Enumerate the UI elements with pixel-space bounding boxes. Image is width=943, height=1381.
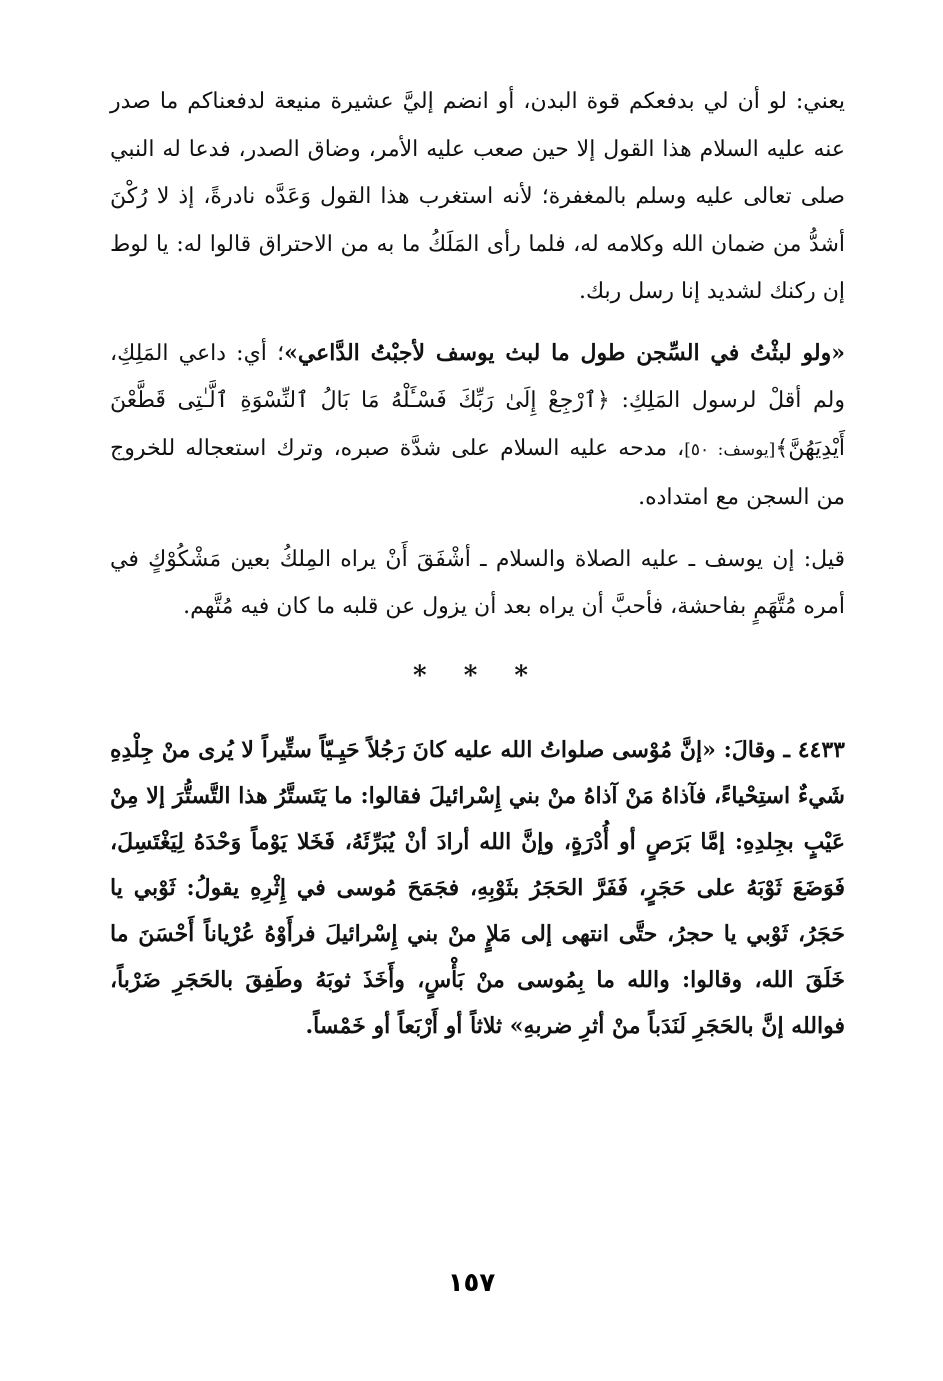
commentary-text: ، مدحه عليه السلام على شدَّة صبره، وترك استعجاله للخروج من السجن مع امتداده. [110, 435, 845, 510]
hadith-text: ـ وقالَ: «إنَّ مُوْسى صلواتُ الله عليه كانَ رَجُلاً حَيِـيّاً ستِّيراً لا يُرى منْ جِلْدِهِ شَيءٌ استِحْياءً، فآذاهُ مَنْ آذاهُ منْ بني إِسْرائيلَ فقالوا: ما يَتَستَّرُ هذا التَّستُّرَ إلا مِنْ عَيْبٍ بجِلدِهِ: إمَّا بَرَصٍ أو أُدْرَةٍ، وإنَّ الله أرادَ أنْ يُبَرِّئَهُ، فَخَلا يَوْماً وَحْدَهُ لِيَغْتَسِلَ، فَوَضَعَ ثَوْبَهُ على حَجَرٍ، فَفَرَّ الحَجَرُ بثَوْبِهِ، فجَمَحَ مُوسى في إِثْرِهِ يقولُ: ثَوْبي يا حَجَرُ، ثَوْبي يا حجرُ، حتَّى انتهى إلى مَلإٍ منْ بني إِسْرائيلَ فرأَوْهُ عُرْياناً أَحْسَنَ ما خَلَقَ الله، وقالوا: والله ما بِمُوسى منْ بَأْسٍ، وأَخَذَ ثوبَهُ وطَفِقَ بالحَجَرِ ضَرْباً، فوالله إنَّ بالحَجَرِ لَنَدَباً منْ أثرِ ضربهِ» ثلاثاً أو أَرْبَعاً أو خَمْساً. [110, 736, 845, 1039]
verse-reference: [يوسف: ٥٠] [684, 439, 776, 460]
commentary-paragraph-3: قيل: إن يوسف ـ عليه الصلاة والسلام ـ أشْفَقَ أَنْ يراه المِلكُ بعين مَشْكُوْكٍ في أمره مُتَّهَمٍ بفاحشة، فأحبَّ أن يراه بعد أن يزول عن قلبه ما كان فيه مُتَّهم. [110, 546, 845, 619]
hadith-number: ٤٤٣٣ [797, 736, 845, 763]
page-number: ١٥٧ [447, 1268, 496, 1298]
commentary-text: ؛ أي: داعي المَلِكِ، ولم أقلْ لرسول المَلِكِ: [110, 340, 845, 413]
page-body [110, 78, 845, 1049]
hadith-quote: «ولو لبثْتُ في السِّجن طول ما لبث يوسف لأجبْتُ الدَّاعي» [284, 339, 845, 366]
commentary-paragraph-1: يعني: لو أن لي بدفعكم قوة البدن، أو انضم إليَّ عشيرة منيعة لدفعناكم ما صدر عنه عليه السلام هذا القول إلا حين صعب عليه الأمر، وضاق الصدر، فدعا له النبي صلى تعالى عليه وسلم بالمغفرة؛ لأنه استغرب هذا القول وَعَدَّه نادرةً، إذ لا رُكْنَ أشدُّ من ضمان الله وكلامه له، فلما رأى المَلَكُ ما به من الاحتراق قالوا له: يا لوط إن ركنك لشديد إنا رسل ربك. [110, 89, 845, 304]
commentary-paragraph-2 [110, 330, 845, 522]
hadith-paragraph [110, 727, 845, 1049]
quran-verse: ﴿ٱرْجِعْ إِلَىٰ رَبِّكَ فَسْـَٔلْهُ مَا بَالُ ٱلنِّسْوَةِ ٱلَّـٰتِى قَطَّعْنَ أَيْدِيَهُنَّ﴾ [110, 388, 845, 461]
section-separator: * * * [413, 660, 542, 691]
